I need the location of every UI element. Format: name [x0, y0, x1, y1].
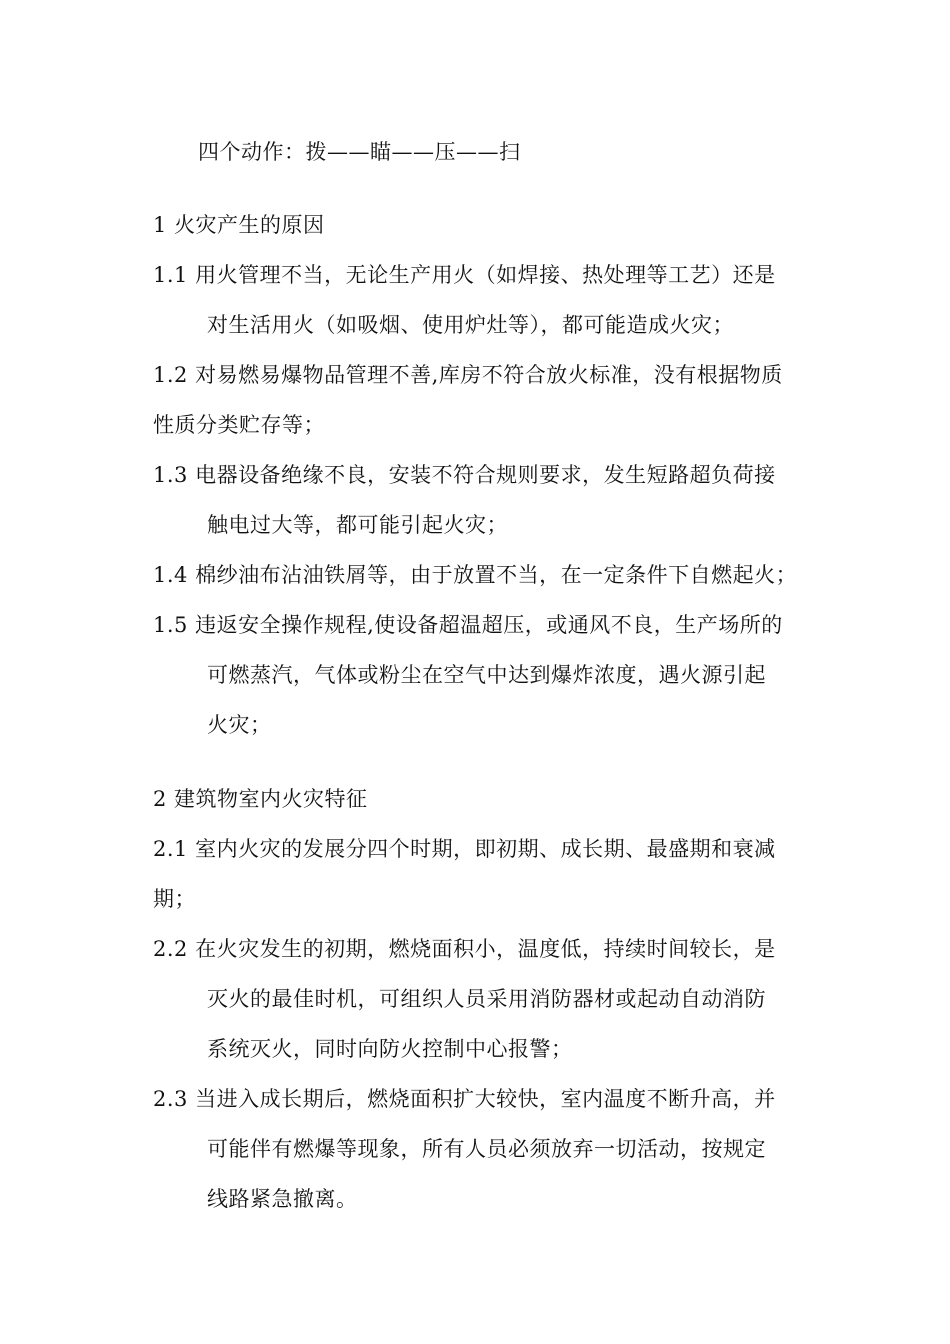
item-2-2-line-2: 灭火的最佳时机，可组织人员采用消防器材或起动自动消防: [207, 987, 766, 1011]
item-2-1-line-1: 2.1 室内火灾的发展分四个时期，即初期、成长期、最盛期和衰减: [153, 837, 776, 861]
item-2-3-line-3: 线路紧急撤离。: [207, 1187, 358, 1211]
item-1-1-line-2: 对生活用火（如吸烟、使用炉灶等），都可能造成火灾；: [207, 313, 734, 337]
item-2-2-line-1: 2.2 在火灾发生的初期，燃烧面积小，温度低，持续时间较长，是: [153, 937, 776, 961]
item-1-2-line-1: 1.2 对易燃易爆物品管理不善,库房不符合放火标准，没有根据物质: [153, 363, 783, 387]
item-1-2-line-2: 性质分类贮存等；: [153, 413, 325, 437]
item-1-1-line-1: 1.1 用火管理不当，无论生产用火（如焊接、热处理等工艺）还是: [153, 263, 776, 287]
item-1-5-line-2: 可燃蒸汽，气体或粉尘在空气中达到爆炸浓度，遇火源引起: [207, 663, 766, 687]
section-1-heading: 1 火灾产生的原因: [153, 213, 325, 237]
item-2-2-line-3: 系统灭火，同时向防火控制中心报警；: [207, 1037, 573, 1061]
item-1-3-line-2: 触电过大等，都可能引起火灾；: [207, 513, 508, 537]
item-2-3-line-1: 2.3 当进入成长期后，燃烧面积扩大较快，室内温度不断升高，并: [153, 1087, 776, 1111]
item-1-5-line-3: 火灾；: [207, 713, 272, 737]
intro-line: 四个动作：拨——瞄——压——扫: [198, 140, 521, 164]
item-1-3-line-1: 1.3 电器设备绝缘不良，安装不符合规则要求，发生短路超负荷接: [153, 463, 776, 487]
item-2-3-line-2: 可能伴有燃爆等现象，所有人员必须放弃一切活动，按规定: [207, 1137, 766, 1161]
item-1-5-line-1: 1.5 违返安全操作规程,使设备超温超压，或通风不良，生产场所的: [153, 613, 783, 637]
section-2-heading: 2 建筑物室内火灾特征: [153, 787, 368, 811]
item-1-4-line-1: 1.4 棉纱油布沾油铁屑等，由于放置不当，在一定条件下自燃起火；: [153, 563, 798, 587]
item-2-1-line-2: 期；: [153, 887, 196, 911]
